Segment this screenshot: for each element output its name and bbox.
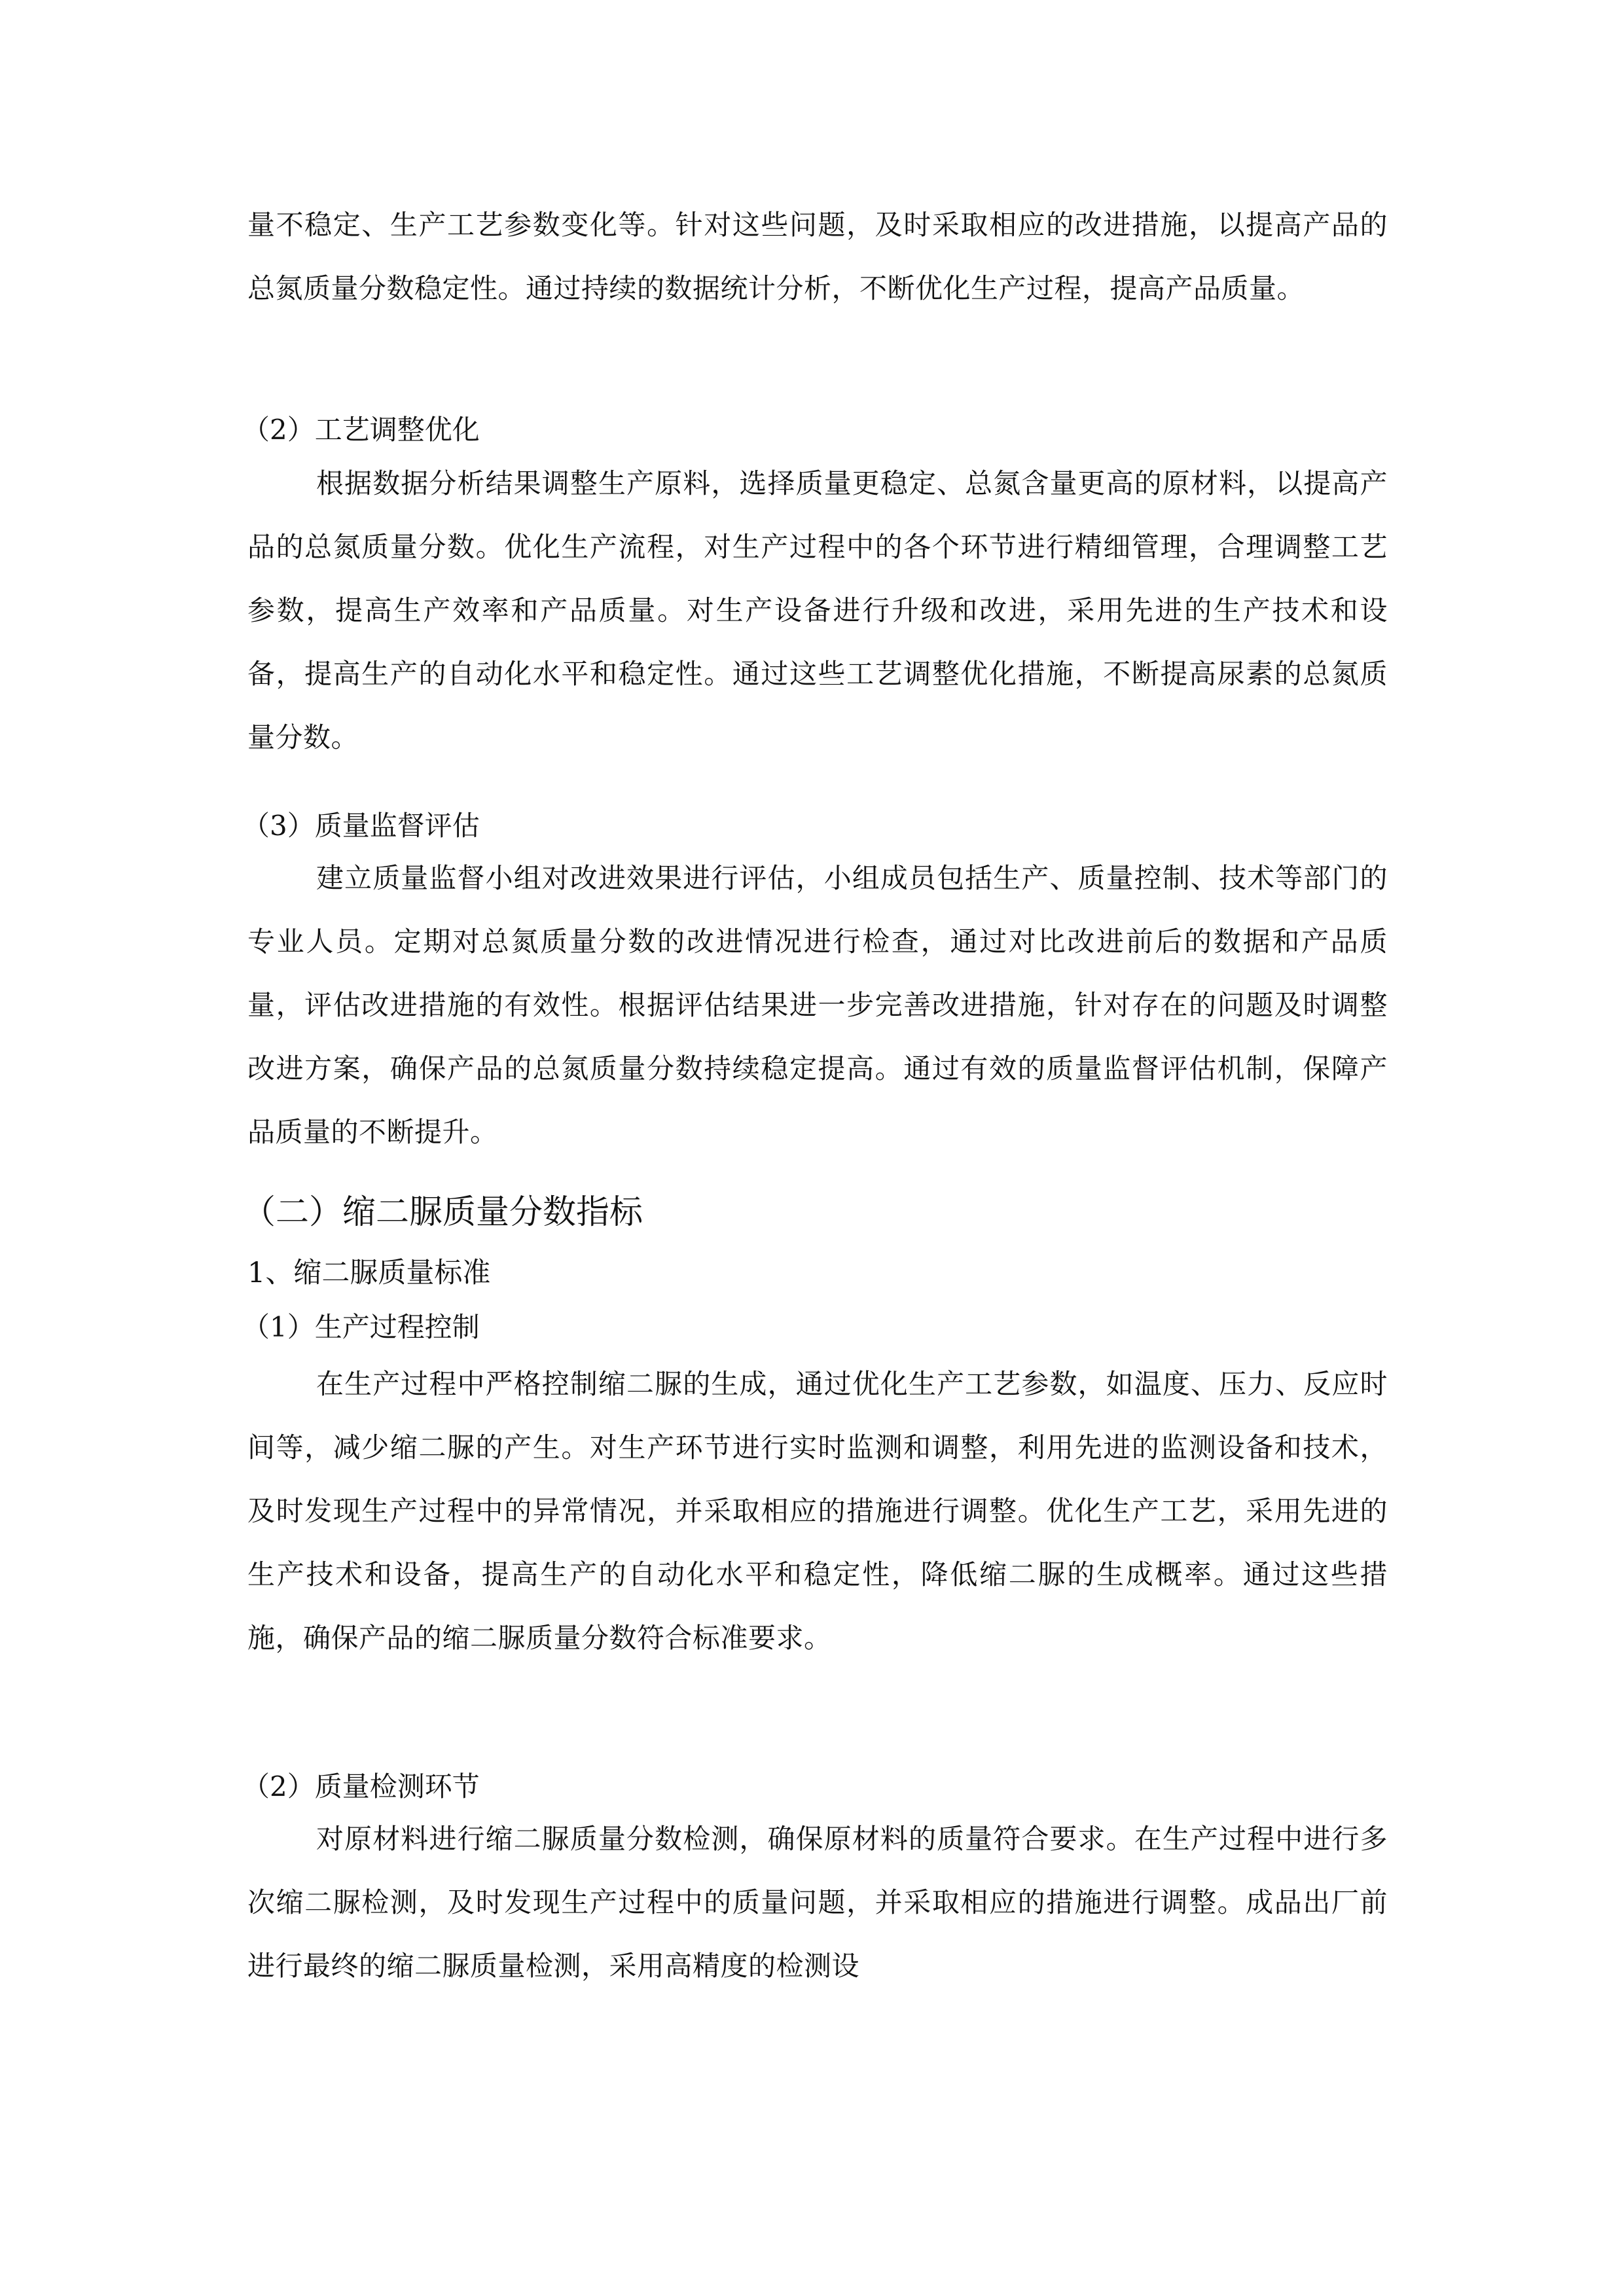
subheading-quality-inspection: （2）质量检测环节 (242, 1770, 480, 1803)
subheading-production-control: （1）生产过程控制 (242, 1311, 480, 1343)
paragraph-quality-inspection: 对原材料进行缩二脲质量分数检测，确保原材料的质量符合要求。在生产过程中进行多次缩二脲检测，及时发现生产过程中的质量问题，并采取相应的措施进行调整。成品出厂前进行最终的缩二脲质量检测，采用高精度的检测设 (247, 1823, 1388, 1982)
heading-biuret-standard: 1、缩二脲质量标准 (247, 1257, 491, 1289)
section-heading-biuret: （二）缩二脲质量分数指标 (242, 1193, 643, 1232)
paragraph-process-adjustment: 根据数据分析结果调整生产原料，选择质量更稳定、总氮含量更高的原材料，以提高产品的总氮质量分数。优化生产流程，对生产过程中的各个环节进行精细管理，合理调整工艺参数，提高生产效率和产品质量。对生产设备进行升级和改进，采用先进的生产技术和设备，提高生产的自动化水平和稳定性。通过这些工艺调整优化措施，不断提高尿素的总氮质量分数。 (247, 467, 1388, 753)
paragraph-production-control: 在生产过程中严格控制缩二脲的生成，通过优化生产工艺参数，如温度、压力、反应时间等，减少缩二脲的产生。对生产环节进行实时监测和调整，利用先进的监测设备和技术，及时发现生产过程中的异常情况，并采取相应的措施进行调整。优化生产工艺，采用先进的生产技术和设备，提高生产的自动化水平和稳定性，降低缩二脲的生成概率。通过这些措施，确保产品的缩二脲质量分数符合标准要求。 (247, 1368, 1388, 1654)
paragraph-continuation: 量不稳定、生产工艺参数变化等。针对这些问题，及时采取相应的改进措施，以提高产品的总氮质量分数稳定性。通过持续的数据统计分析，不断优化生产过程，提高产品质量。 (247, 209, 1388, 304)
subheading-quality-supervision: （3）质量监督评估 (242, 810, 480, 842)
subheading-process-adjustment: （2）工艺调整优化 (242, 414, 480, 446)
paragraph-quality-supervision: 建立质量监督小组对改进效果进行评估，小组成员包括生产、质量控制、技术等部门的专业人员。定期对总氮质量分数的改进情况进行检查，通过对比改进前后的数据和产品质量，评估改进措施的有效性。根据评估结果进一步完善改进措施，针对存在的问题及时调整改进方案，确保产品的总氮质量分数持续稳定提高。通过有效的质量监督评估机制，保障产品质量的不断提升。 (247, 862, 1388, 1148)
